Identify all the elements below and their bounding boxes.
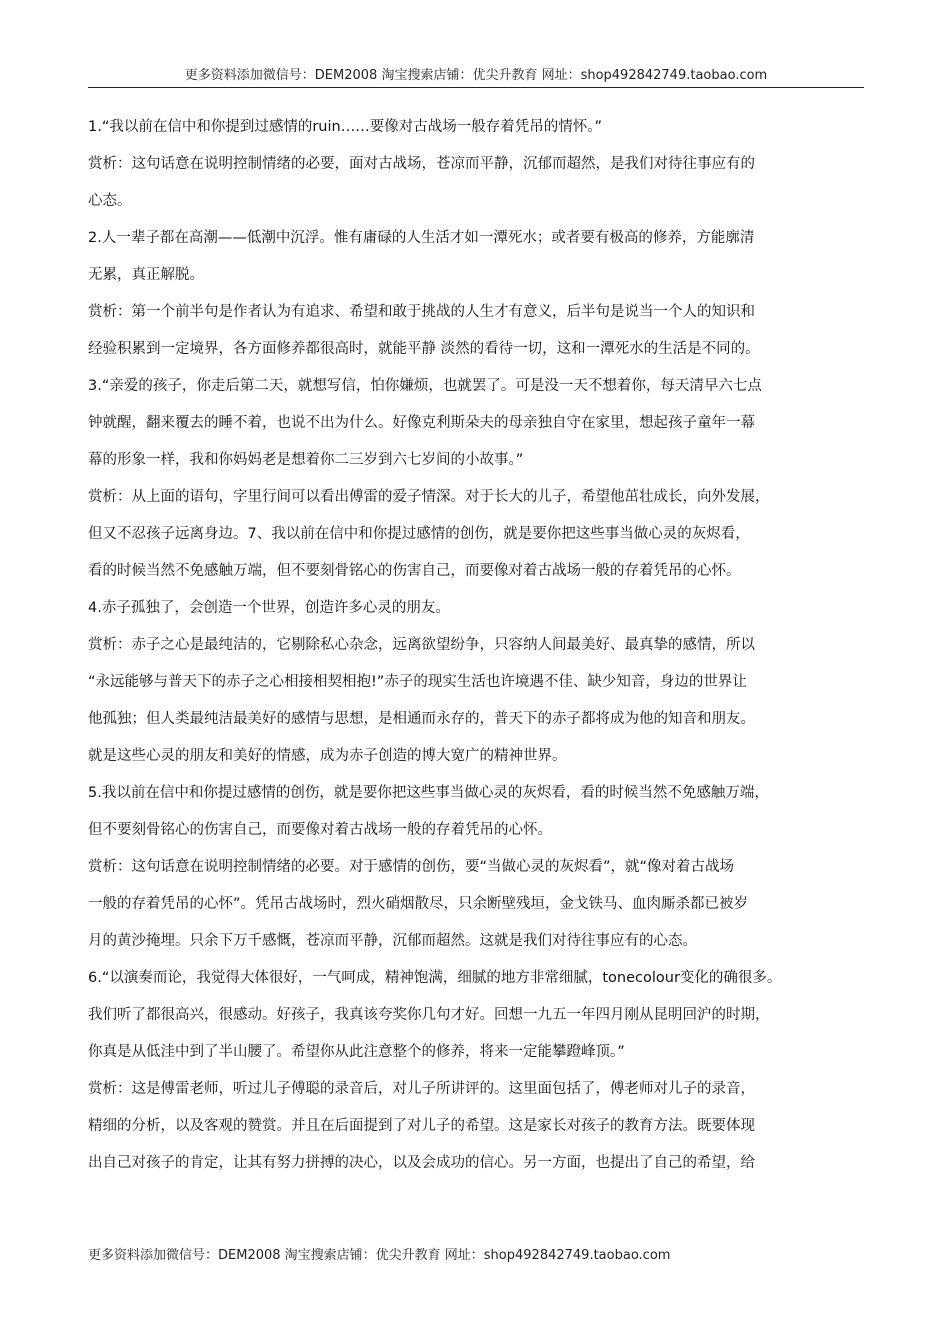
text-line: 6.“以演奏而论，我觉得大体很好，一气呵成，精神饱满，细腻的地方非常细腻，tonecolour变化的确很多。: [88, 970, 782, 986]
text-line: 就是这些心灵的朋友和美好的情感，成为赤子创造的博大宽广的精神世界。: [88, 748, 567, 764]
text-line: 你真是从低洼中到了半山腰了。希望你从此注意整个的修养，将来一定能攀蹬峰顶。”: [88, 1044, 625, 1060]
text-line: 5.我以前在信中和你提过感情的创伤，就是要你把这些事当做心灵的灰烬看，看的时候当然不免感触万端，: [88, 785, 769, 801]
text-line: 赏析：从上面的语句，字里行间可以看出傅雷的爱子情深。对于长大的儿子，希望他茁壮成长，向外发展，: [88, 489, 770, 505]
text-line: 但又不忍孩子远离身边。7、我以前在信中和你提过感情的创伤，就是要你把这些事当做心灵的灰烬看，: [88, 526, 750, 542]
text-line: 精细的分析，以及客观的赞赏。并且在后面提到了对儿子的希望。这是家长对孩子的教育方法。既要体现: [88, 1118, 755, 1134]
text-line: 赏析：这句话意在说明控制情绪的必要，面对古战场，苍凉而平静，沉郁而超然，是我们对待往事应有的: [88, 156, 755, 172]
text-line: 4.赤子孤独了，会创造一个世界，创造许多心灵的朋友。: [88, 600, 450, 616]
page-header: 更多资料添加微信号：DEM2008 淘宝搜索店铺：优尖升教育 网址：shop492842749.taobao.com: [184, 68, 768, 83]
text-line: 3.“亲爱的孩子，你走后第二天，就想写信，怕你嫌烦，也就罢了。可是没一天不想着你，每天清早六七点: [88, 378, 762, 394]
document-body: [88, 109, 864, 1182]
header-divider: [88, 87, 864, 88]
text-line: “永远能够与普天下的赤子之心相接相契相抱!”赤子的现实生活也许境遇不佳、缺少知音，身边的世界让: [88, 674, 747, 690]
text-line: 赏析：这句话意在说明控制情绪的必要。对于感情的创伤，要“当做心灵的灰烬看”，就“像对着古战场: [88, 859, 735, 875]
text-line: 月的黄沙掩埋。只余下万千感慨，苍凉而平静，沉郁而超然。这就是我们对待往事应有的心态。: [88, 933, 697, 949]
text-line: 1.“我以前在信中和你提到过感情的ruin……要像对古战场一般存着凭吊的情怀。”: [88, 119, 602, 135]
page-footer: 更多资料添加微信号：DEM2008 淘宝搜索店铺：优尖升教育 网址：shop492842749.taobao.com: [88, 1248, 671, 1263]
text-line: 一般的存着凭吊的心怀”。凭吊古战场时，烈火硝烟散尽，只余断壁残垣，金戈铁马、血肉厮杀都已被岁: [88, 896, 749, 912]
text-line: 钟就醒，翻来覆去的睡不着，也说不出为什么。好像克利斯朵夫的母亲独自守在家里，想起孩子童年一幕: [88, 415, 755, 431]
text-line: 幕的形象一样，我和你妈妈老是想着你二三岁到六七岁间的小故事。”: [88, 452, 524, 468]
text-line: 出自己对孩子的肯定，让其有努力拼搏的决心，以及会成功的信心。另一方面，也提出了自己的希望，给: [88, 1155, 755, 1171]
text-line: 我们听了都很高兴，很感动。好孩子，我真该夸奖你几句才好。回想一九五一年四月刚从昆明回沪的时期，: [88, 1007, 770, 1023]
text-line: 赏析：第一个前半句是作者认为有追求、希望和敢于挑战的人生才有意义，后半句是说当一个人的知识和: [88, 304, 755, 320]
text-line: 他孤独；但人类最纯洁最美好的感情与思想，是相通而永存的，普天下的赤子都将成为他的知音和朋友。: [88, 711, 755, 727]
text-line: 但不要刻骨铭心的伤害自己，而要像对着古战场一般的存着凭吊的心怀。: [88, 822, 552, 838]
text-line: 赏析：这是傅雷老师，听过儿子傅聪的录音后，对儿子所讲评的。这里面包括了，傅老师对儿子的录音，: [88, 1081, 755, 1097]
text-line: 看的时候当然不免感触万端，但不要刻骨铭心的伤害自己，而要像对着古战场一般的存着凭吊的心怀。: [88, 563, 741, 579]
text-line: 经验积累到一定境界，各方面修养都很高时，就能平静 淡然的看待一切，这和一潭死水的生活是不同的。: [88, 341, 760, 357]
text-line: 无累，真正解脱。: [88, 267, 204, 283]
text-line: 2.人一辈子都在高潮——低潮中沉浮。惟有庸碌的人生活才如一潭死水；或者要有极高的修养，方能廓清: [88, 230, 755, 246]
text-line: 赏析：赤子之心是最纯洁的，它剔除私心杂念，远离欲望纷争，只容纳人间最美好、最真挚的感情，所以: [88, 637, 755, 653]
text-line: 心态。: [88, 193, 132, 209]
